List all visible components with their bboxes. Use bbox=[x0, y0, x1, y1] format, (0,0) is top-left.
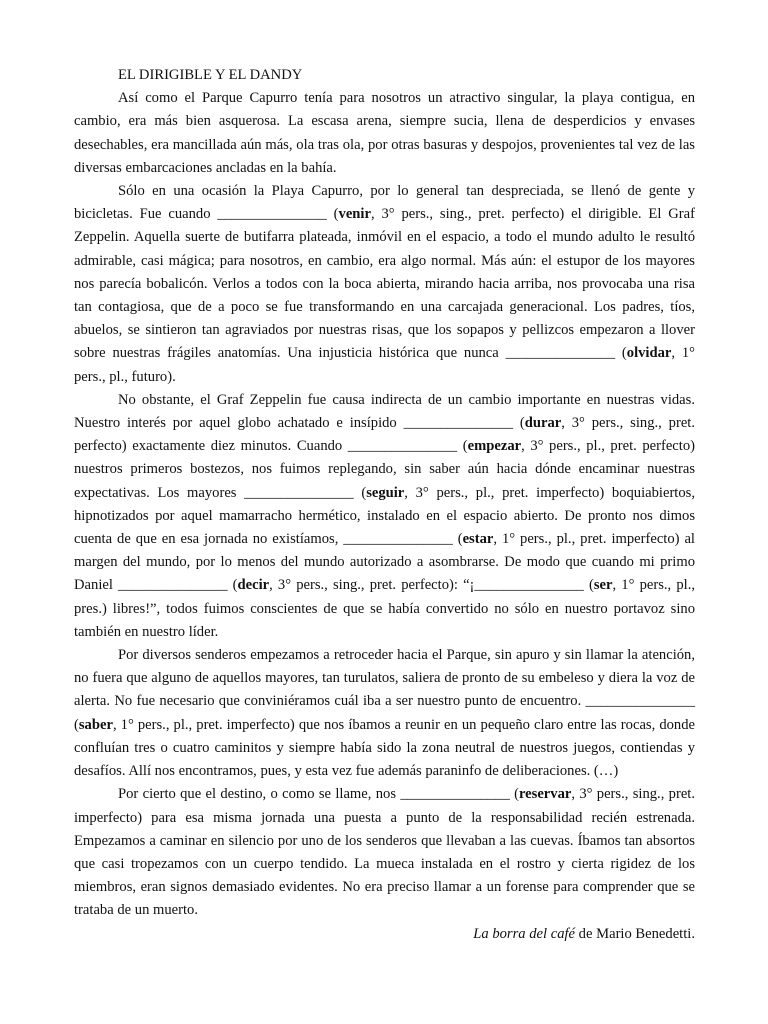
paragraph bbox=[74, 389, 695, 644]
document-title: EL DIRIGIBLE Y EL DANDY bbox=[118, 67, 303, 83]
verb-infinitive: venir bbox=[338, 206, 371, 223]
verb-infinitive: saber bbox=[78, 716, 113, 733]
paragraph-text: , 3° pers., sing., pret. perfecto) el dirigible. El Graf Zeppelin. Aquella suerte de butifarra plateada, inmóvil en el espacio, a todo el mundo adulto le resultó admirable, casi mágica; para nosotros, en cambio, era algo normal. Más aún: el estupor de los mayores nos parecía bobalicón. Verlos a todos con la boca abierta, mirando hacia arriba, nos provocaba una risa tan contagiosa, que de a poco se fue transformando en una carcajada generacional. Los padres, tíos, abuelos, se sintieron tan agraviados por nuestras risas, que los sopapos y pellizcos empezaron a llover sobre nuestras frágiles anatomías. Una injusticia histórica que nunca _______________ ( bbox=[74, 206, 695, 362]
paragraph-text: , 1° pers., pl., pret. imperfecto) que nos íbamos a reunir en un pequeño claro entre las rocas, donde confluían tres o cuatro caminitos y siempre había sido la zona neutral de nuestros juegos, contiendas y desafíos. Allí nos encontramos, pues, y esta vez fue además paraninfo de deliberaciones. (…) bbox=[74, 716, 695, 780]
paragraph-text: Por diversos senderos empezamos a retroceder hacia el Parque, sin apuro y sin llamar la atención, no fuera que alguno de aquellos mayores, tan turulatos, saliera de pronto de su embeleso y diera la voz de alerta. No fue necesario que conviniéramos cuál iba a ser nuestro punto de encuentro. _______________ ( bbox=[74, 647, 695, 733]
paragraph-text: , 1° pers., pl., pres.) libres!”, todos fuimos conscientes de que se había convertido no sólo en nuestro portavoz sino también en nuestro líder. bbox=[74, 577, 695, 640]
paragraph-text: No obstante, el Graf Zeppelin fue causa indirecta de un cambio importante en nuestras vidas. Nuestro interés por aquel globo achatado e insípido _______________ ( bbox=[74, 391, 695, 432]
document-body bbox=[74, 87, 695, 922]
paragraph-text: , 3° pers., pl., pret. imperfecto) boquiabiertos, hipnotizados por aquel mamarracho hermético, instalado en el espacio abierto. De pronto nos dimos cuenta de que en esa jornada no existíamos, _______________ ( bbox=[74, 484, 695, 548]
paragraph-text: , 3° pers., sing., pret. perfecto) exactamente diez minutos. Cuando _______________ ( bbox=[74, 415, 695, 455]
paragraph-text: Así como el Parque Capurro tenía para nosotros un atractivo singular, la playa contigua, en cambio, era más bien asquerosa. La escasa arena, siempre sucia, llena de desperdicios y envases desechables, era mancillada aún más, ola tras ola, por otras basuras y despojos, provenientes tal vez de las diversas embarcaciones ancladas en la bahía. bbox=[74, 90, 695, 176]
paragraph-text: Por cierto que el destino, o como se llame, nos _______________ ( bbox=[118, 786, 519, 803]
paragraph-text: , 3° pers., pl., pret. perfecto) nuestros primeros bostezos, nos fuimos replegando, sin saber aún hacia dónde encaminar nuestras expectativas. Los mayores _______________ ( bbox=[74, 438, 695, 501]
verb-infinitive: seguir bbox=[366, 484, 405, 501]
paragraph bbox=[74, 783, 695, 922]
attribution-author: Mario Benedetti. bbox=[596, 925, 695, 942]
attribution bbox=[74, 923, 695, 946]
paragraph bbox=[74, 644, 695, 783]
verb-infinitive: durar bbox=[524, 415, 562, 432]
paragraph bbox=[74, 180, 695, 389]
verb-infinitive: empezar bbox=[467, 438, 522, 455]
verb-infinitive: decir bbox=[237, 577, 270, 594]
verb-infinitive: ser bbox=[593, 577, 613, 594]
paragraph-text: , 3° pers., sing., pret. perfecto): “¡_______________ ( bbox=[269, 577, 594, 594]
paragraph bbox=[74, 87, 695, 180]
verb-infinitive: estar bbox=[462, 531, 494, 548]
document-page bbox=[74, 64, 695, 946]
attribution-work-title: La borra del café bbox=[473, 925, 576, 942]
paragraph-text: , 3° pers., sing., pret. imperfecto) para esa misma jornada una puesta a punto de la responsabilidad recién estrenada. Empezamos a caminar en silencio por uno de los senderos que llevaban a las cuevas. Íbamos tan absortos que casi tropezamos con un cuerpo tendido. La mueca instalada en el rostro y cierta rigidez de los miembros, eran signos demasiado evidentes. No era preciso llamar a un forense para comprender que se trataba de un muerto. bbox=[74, 786, 695, 919]
paragraph-text: , 1° pers., pl., pret. imperfecto) al margen del mundo, por lo menos del mundo autorizado a asombrarse. De modo que cuando mi primo Daniel _______________ ( bbox=[74, 531, 695, 594]
attribution-connector: de bbox=[575, 925, 597, 942]
paragraph-text: , 1° pers., pl., futuro). bbox=[74, 345, 695, 385]
paragraph-text: Sólo en una ocasión la Playa Capurro, por lo general tan despreciada, se llenó de gente y bicicletas. Fue cuando _______________ ( bbox=[74, 183, 695, 223]
verb-infinitive: olvidar bbox=[626, 345, 672, 362]
verb-infinitive: reservar bbox=[518, 786, 572, 803]
